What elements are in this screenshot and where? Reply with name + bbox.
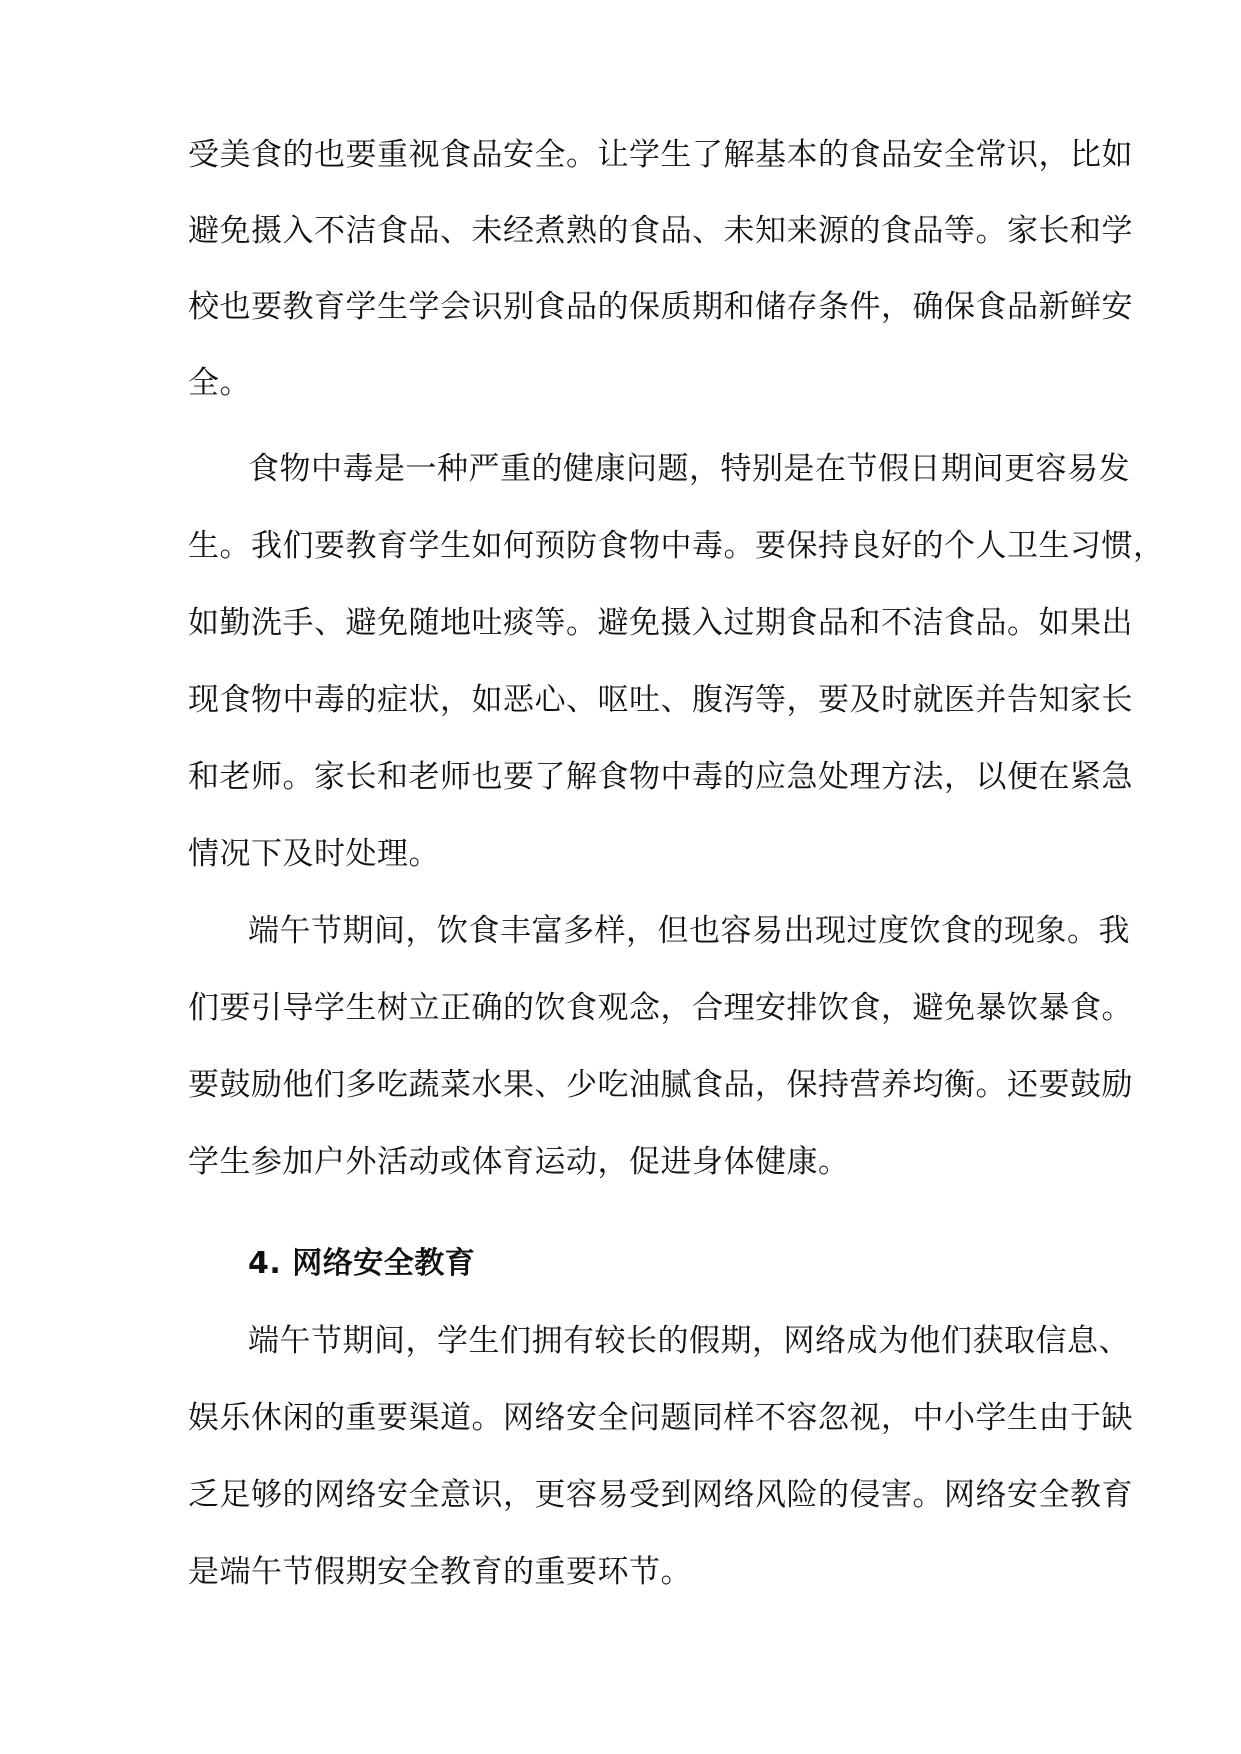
paragraph-3-line-4: 学生参加户外活动或体育运动，促进身体健康。	[188, 1144, 850, 1180]
paragraph-2-line-3: 如勤洗手、避免随地吐痰等。避免摄入过期食品和不洁食品。如果出	[188, 605, 1133, 641]
paragraph-2-line-4: 现食物中毒的症状，如恶心、呕吐、腹泻等，要及时就医并告知家长	[188, 682, 1133, 718]
paragraph-2-line-6: 情况下及时处理。	[188, 836, 440, 872]
paragraph-4-line-1: 端午节期间，学生们拥有较长的假期，网络成为他们获取信息、	[248, 1323, 1130, 1359]
paragraph-1-line-4: 全。	[188, 365, 251, 401]
paragraph-3-line-3: 要鼓励他们多吃蔬菜水果、少吃油腻食品，保持营养均衡。还要鼓励	[188, 1067, 1133, 1103]
paragraph-1-line-3: 校也要教育学生学会识别食品的保质期和储存条件，确保食品新鲜安	[188, 289, 1133, 325]
paragraph-4-line-3: 乏足够的网络安全意识，更容易受到网络风险的侵害。网络安全教育	[188, 1477, 1133, 1513]
paragraph-1-line-1: 受美食的也要重视食品安全。让学生了解基本的食品安全常识，比如	[188, 137, 1133, 173]
paragraph-4-line-2: 娱乐休闲的重要渠道。网络安全问题同样不容忽视，中小学生由于缺	[188, 1400, 1133, 1436]
paragraph-3-line-2: 们要引导学生树立正确的饮食观念，合理安排饮食，避免暴饮暴食。	[188, 990, 1133, 1026]
section-heading: 4. 网络安全教育	[248, 1246, 476, 1281]
paragraph-4-line-4: 是端午节假期安全教育的重要环节。	[188, 1554, 692, 1590]
paragraph-2-line-5: 和老师。家长和老师也要了解食物中毒的应急处理方法，以便在紧急	[188, 759, 1133, 795]
paragraph-2-line-1: 食物中毒是一种严重的健康问题，特别是在节假日期间更容易发	[248, 451, 1130, 487]
paragraph-2-line-2: 生。我们要教育学生如何预防食物中毒。要保持良好的个人卫生习惯，	[188, 528, 1165, 564]
paragraph-3-line-1: 端午节期间，饮食丰富多样，但也容易出现过度饮食的现象。我	[248, 913, 1130, 949]
paragraph-1-line-2: 避免摄入不洁食品、未经煮熟的食品、未知来源的食品等。家长和学	[188, 213, 1133, 249]
